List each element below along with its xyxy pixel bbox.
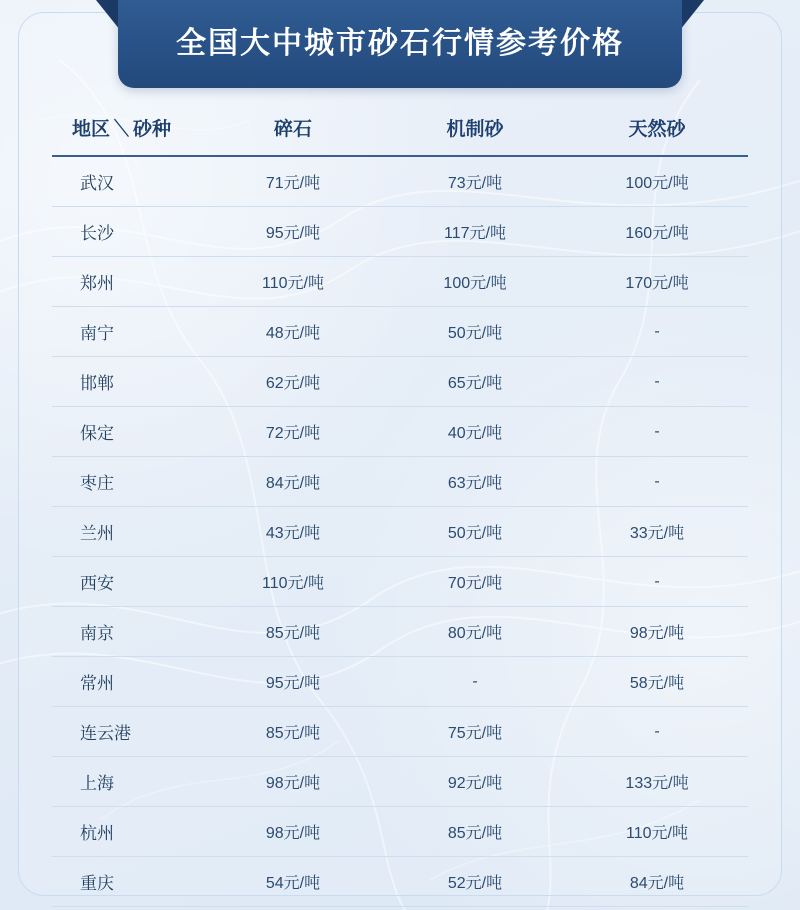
page-title: 全国大中城市砂石行情参考价格 [176,27,624,60]
cell-natural: - [566,357,748,407]
cell-crushed: 110元/吨 [202,557,384,607]
cell-crushed: 62元/吨 [202,357,384,407]
cell-natural: - [566,407,748,457]
cell-region: 西安 [52,557,202,607]
cell-region: 上海 [52,757,202,807]
table-row [52,557,748,607]
cell-crushed: 95元/吨 [202,207,384,257]
cell-crushed: 43元/吨 [202,507,384,557]
cell-natural: 160元/吨 [566,207,748,257]
cell-natural: 98元/吨 [566,607,748,657]
cell-region: 杭州 [52,807,202,857]
column-header-crushed: 碎石 [202,104,384,156]
cell-manufactured: 52元/吨 [384,857,566,907]
table-row [52,857,748,907]
cell-manufactured: 73元/吨 [384,156,566,207]
cell-crushed: 95元/吨 [202,657,384,707]
column-header-region-label: 地区 [72,119,111,140]
column-header-natural: 天然砂 [566,104,748,156]
cell-region: 常州 [52,657,202,707]
table-row [52,207,748,257]
cell-crushed: 85元/吨 [202,707,384,757]
cell-natural: 33元/吨 [566,507,748,557]
cell-region: 重庆 [52,857,202,907]
cell-manufactured: 92元/吨 [384,757,566,807]
cell-crushed: 85元/吨 [202,607,384,657]
cell-crushed: 98元/吨 [202,807,384,857]
table-row [52,407,748,457]
table-row [52,357,748,407]
cell-region: 南京 [52,607,202,657]
cell-natural: - [566,457,748,507]
cell-natural: 100元/吨 [566,156,748,207]
table-row [52,257,748,307]
table-row [52,657,748,707]
table-row [52,807,748,857]
cell-region: 郑州 [52,257,202,307]
table-row [52,607,748,657]
cell-manufactured: 63元/吨 [384,457,566,507]
cell-manufactured: 40元/吨 [384,407,566,457]
cell-manufactured: 85元/吨 [384,807,566,857]
cell-manufactured: - [384,657,566,707]
cell-crushed: 98元/吨 [202,757,384,807]
table-row [52,457,748,507]
column-header-region [52,104,202,156]
cell-region: 保定 [52,407,202,457]
cell-region: 连云港 [52,707,202,757]
price-table [52,104,748,907]
cell-natural: 58元/吨 [566,657,748,707]
table-row [52,507,748,557]
cell-manufactured: 50元/吨 [384,507,566,557]
cell-crushed: 84元/吨 [202,457,384,507]
table-row [52,307,748,357]
cell-region: 兰州 [52,507,202,557]
cell-crushed: 48元/吨 [202,307,384,357]
table-body [52,156,748,907]
cell-natural: - [566,307,748,357]
cell-crushed: 71元/吨 [202,156,384,207]
table-row [52,156,748,207]
table-row [52,757,748,807]
cell-manufactured: 117元/吨 [384,207,566,257]
cell-natural: 110元/吨 [566,807,748,857]
header-ribbon [118,0,682,88]
diagonal-slash-icon: ＼ [113,119,130,140]
cell-crushed: 72元/吨 [202,407,384,457]
cell-natural: 84元/吨 [566,857,748,907]
cell-manufactured: 50元/吨 [384,307,566,357]
cell-manufactured: 80元/吨 [384,607,566,657]
cell-natural: 170元/吨 [566,257,748,307]
cell-region: 武汉 [52,156,202,207]
cell-region: 长沙 [52,207,202,257]
header-ribbon-wrap [96,0,704,92]
table-header [52,104,748,156]
cell-region: 邯郸 [52,357,202,407]
cell-manufactured: 75元/吨 [384,707,566,757]
cell-natural: - [566,707,748,757]
cell-region: 南宁 [52,307,202,357]
cell-natural: 133元/吨 [566,757,748,807]
cell-crushed: 54元/吨 [202,857,384,907]
column-header-sandtype-label: 砂种 [133,119,172,140]
table-header-row [52,104,748,156]
price-table-area [52,104,748,907]
ribbon-fold-right [680,0,704,30]
column-header-manufactured: 机制砂 [384,104,566,156]
cell-region: 枣庄 [52,457,202,507]
cell-manufactured: 100元/吨 [384,257,566,307]
cell-natural: - [566,557,748,607]
table-row [52,707,748,757]
ribbon-fold-left [96,0,120,30]
cell-crushed: 110元/吨 [202,257,384,307]
cell-manufactured: 65元/吨 [384,357,566,407]
cell-manufactured: 70元/吨 [384,557,566,607]
